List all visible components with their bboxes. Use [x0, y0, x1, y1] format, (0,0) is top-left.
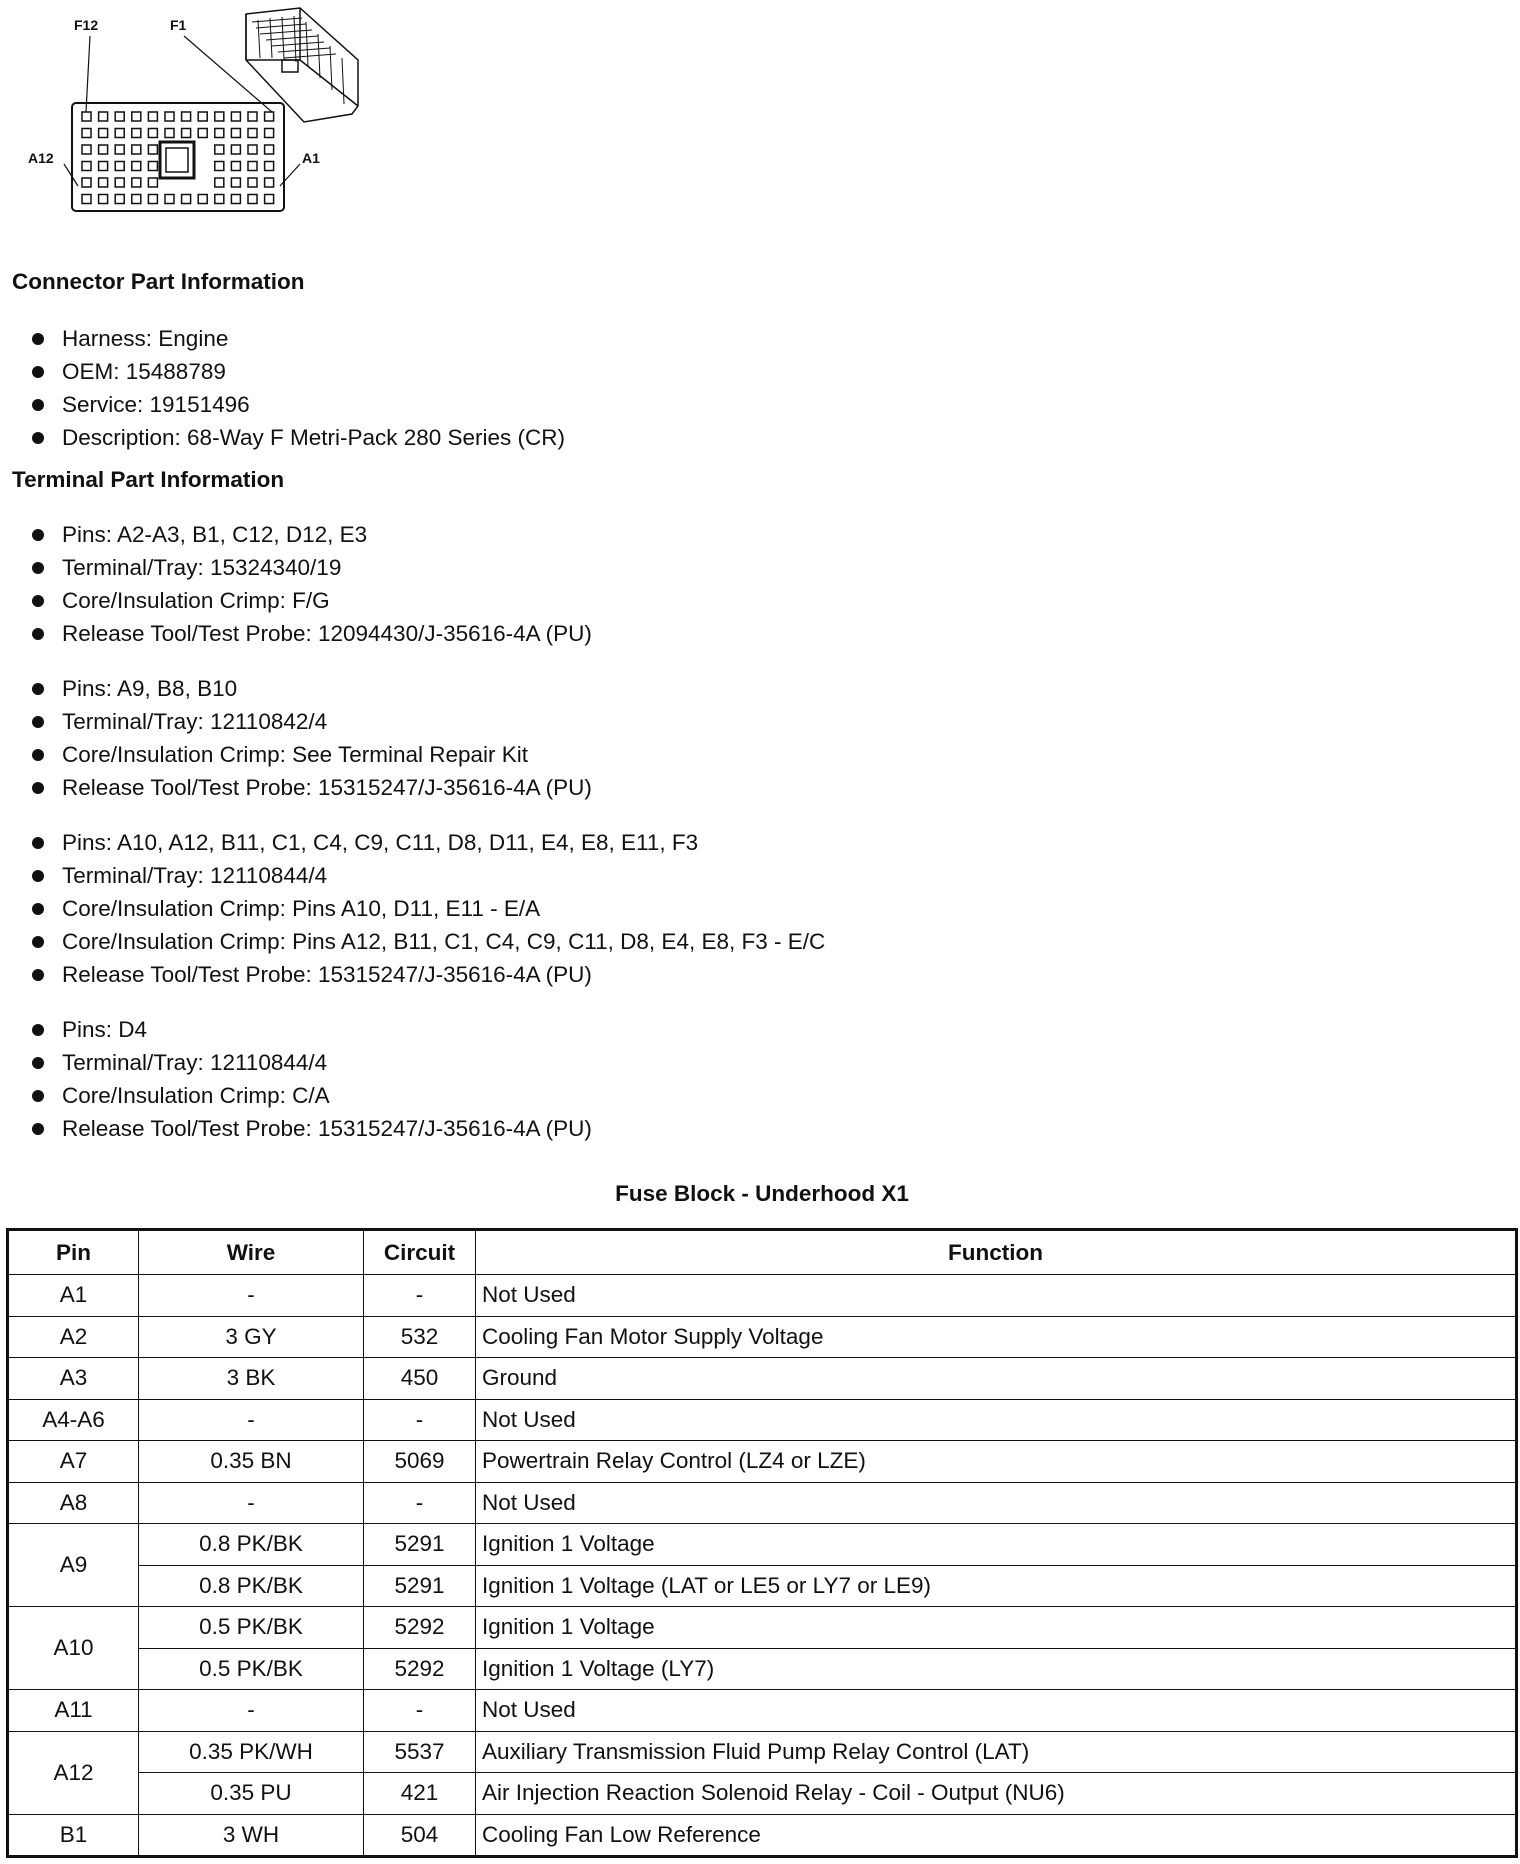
pin-cavity — [99, 162, 108, 171]
bullet-icon — [32, 366, 44, 378]
list-item — [30, 584, 592, 617]
cell-wire: - — [139, 1482, 364, 1524]
cell-function: Ignition 1 Voltage — [476, 1524, 1517, 1566]
list-item — [30, 355, 565, 388]
pin-cavity — [115, 195, 124, 204]
cell-function: Ignition 1 Voltage (LY7) — [476, 1648, 1517, 1690]
pin-cavity — [99, 129, 108, 138]
pin-cavity — [215, 145, 224, 154]
connector-pin-grid — [82, 112, 274, 204]
cell-function: Cooling Fan Low Reference — [476, 1814, 1517, 1857]
list-item — [30, 322, 565, 355]
pin-cavity — [132, 129, 141, 138]
cell-wire: 0.8 PK/BK — [139, 1565, 364, 1607]
list-item-text: Core/Insulation Crimp: Pins A12, B11, C1, C4, C9, C11, D8, E4, E8, F3 - E/C — [62, 929, 826, 954]
cell-circuit: 421 — [364, 1773, 476, 1815]
pin-cavity — [265, 145, 274, 154]
pin-cavity — [82, 145, 91, 154]
header-function: Function — [476, 1230, 1517, 1275]
pin-cavity — [215, 129, 224, 138]
bullet-icon — [32, 399, 44, 411]
cell-circuit: 5537 — [364, 1731, 476, 1773]
pin-cavity — [248, 195, 257, 204]
pin-cavity — [132, 195, 141, 204]
cell-wire: 0.35 PU — [139, 1773, 364, 1815]
cell-wire: 3 BK — [139, 1358, 364, 1400]
cell-function: Not Used — [476, 1275, 1517, 1317]
pinout-table — [6, 1228, 1518, 1858]
pin-cavity — [115, 178, 124, 187]
cell-wire: 0.8 PK/BK — [139, 1524, 364, 1566]
list-item-text: OEM: 15488789 — [62, 359, 226, 384]
list-item — [30, 551, 592, 584]
cell-function: Powertrain Relay Control (LZ4 or LZE) — [476, 1441, 1517, 1483]
terminal-group-2 — [30, 672, 592, 804]
cell-function: Not Used — [476, 1690, 1517, 1732]
pin-cavity — [248, 162, 257, 171]
cell-function: Auxiliary Transmission Fluid Pump Relay Control (LAT) — [476, 1731, 1517, 1773]
list-item-text: Pins: A10, A12, B11, C1, C4, C9, C11, D8, D11, E4, E8, E11, F3 — [62, 830, 699, 855]
list-item — [30, 1112, 592, 1145]
cell-wire: - — [139, 1399, 364, 1441]
list-item — [30, 1046, 592, 1079]
cell-circuit: 5291 — [364, 1524, 476, 1566]
pin-cavity — [215, 162, 224, 171]
pin-cavity — [265, 195, 274, 204]
pin-cavity — [148, 112, 157, 121]
pin-cavity — [231, 145, 240, 154]
pin-cavity — [265, 112, 274, 121]
table-row — [8, 1441, 1517, 1483]
table-row — [8, 1773, 1517, 1815]
bullet-icon — [32, 969, 44, 981]
pin-cavity — [115, 129, 124, 138]
cell-function: Ignition 1 Voltage — [476, 1607, 1517, 1649]
list-item — [30, 1013, 592, 1046]
list-item — [30, 771, 592, 804]
cell-wire: 0.5 PK/BK — [139, 1648, 364, 1690]
pin-cavity — [215, 178, 224, 187]
cell-wire: 0.35 PK/WH — [139, 1731, 364, 1773]
pin-cavity — [248, 178, 257, 187]
pin-cavity — [198, 112, 207, 121]
list-item-text: Terminal/Tray: 12110842/4 — [62, 709, 328, 734]
pin-cavity — [148, 162, 157, 171]
cell-pin: B1 — [8, 1814, 139, 1857]
pin-cavity — [265, 178, 274, 187]
list-item-text: Terminal/Tray: 12110844/4 — [62, 1050, 328, 1075]
cell-wire: - — [139, 1690, 364, 1732]
cell-pin: A4-A6 — [8, 1399, 139, 1441]
list-item — [30, 388, 565, 421]
table-row — [8, 1316, 1517, 1358]
list-item-text: Pins: A9, B8, B10 — [62, 676, 238, 701]
bullet-icon — [32, 782, 44, 794]
cell-function: Ignition 1 Voltage (LAT or LE5 or LY7 or LE9) — [476, 1565, 1517, 1607]
pin-cavity — [82, 112, 91, 121]
cell-circuit: - — [364, 1482, 476, 1524]
list-item-text: Pins: D4 — [62, 1017, 148, 1042]
cell-pin: A2 — [8, 1316, 139, 1358]
pin-cavity — [132, 145, 141, 154]
table-row — [8, 1275, 1517, 1317]
pin-cavity — [132, 178, 141, 187]
cell-function: Not Used — [476, 1482, 1517, 1524]
list-item-text: Service: 19151496 — [62, 392, 250, 417]
table-row — [8, 1358, 1517, 1400]
terminal-section-title: Terminal Part Information — [12, 467, 285, 492]
terminal-group-1 — [30, 518, 592, 650]
header-circuit: Circuit — [364, 1230, 476, 1275]
header-pin: Pin — [8, 1230, 139, 1275]
pin-cavity — [82, 195, 91, 204]
cell-function: Not Used — [476, 1399, 1517, 1441]
connector-diagram — [0, 0, 400, 225]
cell-pin: A3 — [8, 1358, 139, 1400]
pin-cavity — [265, 162, 274, 171]
table-row — [8, 1524, 1517, 1566]
cell-function: Cooling Fan Motor Supply Voltage — [476, 1316, 1517, 1358]
cell-pin: A8 — [8, 1482, 139, 1524]
pin-cavity — [165, 112, 174, 121]
pin-cavity — [265, 129, 274, 138]
bullet-icon — [32, 1123, 44, 1135]
bullet-icon — [32, 870, 44, 882]
pin-cavity — [248, 112, 257, 121]
cell-wire: 0.35 BN — [139, 1441, 364, 1483]
pin-cavity — [148, 145, 157, 154]
bullet-icon — [32, 1024, 44, 1036]
pin-cavity — [215, 112, 224, 121]
pin-cavity — [231, 162, 240, 171]
list-item-text: Description: 68-Way F Metri-Pack 280 Series (CR) — [62, 425, 566, 450]
list-item — [30, 738, 592, 771]
list-item-text: Terminal/Tray: 15324340/19 — [62, 555, 342, 580]
bullet-icon — [32, 903, 44, 915]
cell-circuit: 5292 — [364, 1648, 476, 1690]
cell-circuit: 450 — [364, 1358, 476, 1400]
list-item-text: Release Tool/Test Probe: 15315247/J-35616-4A (PU) — [62, 1116, 592, 1141]
list-item-text: Release Tool/Test Probe: 12094430/J-35616-4A (PU) — [62, 621, 592, 646]
list-item — [30, 705, 592, 738]
pin-cavity — [148, 178, 157, 187]
cell-pin: A12 — [8, 1731, 139, 1814]
list-item — [30, 892, 825, 925]
list-item — [30, 518, 592, 551]
list-item-text: Core/Insulation Crimp: Pins A10, D11, E11 - E/A — [62, 896, 541, 921]
list-item-text: Pins: A2-A3, B1, C12, D12, E3 — [62, 522, 368, 547]
bullet-icon — [32, 1057, 44, 1069]
pin-cavity — [115, 112, 124, 121]
table-row — [8, 1731, 1517, 1773]
pin-cavity — [182, 195, 191, 204]
cell-pin: A10 — [8, 1607, 139, 1690]
bullet-icon — [32, 936, 44, 948]
list-item — [30, 859, 825, 892]
table-row — [8, 1690, 1517, 1732]
list-item-text: Core/Insulation Crimp: F/G — [62, 588, 330, 613]
pin-cavity — [132, 112, 141, 121]
bullet-icon — [32, 716, 44, 728]
list-item-text: Terminal/Tray: 12110844/4 — [62, 863, 328, 888]
connector-3d-view — [246, 8, 358, 122]
cell-wire: 3 GY — [139, 1316, 364, 1358]
pin-cavity — [248, 129, 257, 138]
label-a12: A12 — [28, 150, 54, 166]
bullet-icon — [32, 837, 44, 849]
label-f12: F12 — [74, 17, 99, 33]
pin-cavity — [231, 112, 240, 121]
terminal-group-3 — [30, 826, 825, 991]
pin-cavity — [115, 162, 124, 171]
cell-wire: 3 WH — [139, 1814, 364, 1857]
pin-cavity — [82, 178, 91, 187]
table-row — [8, 1565, 1517, 1607]
pin-cavity — [82, 129, 91, 138]
bullet-icon — [32, 562, 44, 574]
cell-circuit: - — [364, 1399, 476, 1441]
pin-cavity — [99, 145, 108, 154]
table-row — [8, 1648, 1517, 1690]
bullet-icon — [32, 595, 44, 607]
cell-circuit: 504 — [364, 1814, 476, 1857]
bullet-icon — [32, 683, 44, 695]
cell-function: Ground — [476, 1358, 1517, 1400]
table-row — [8, 1482, 1517, 1524]
pin-cavity — [148, 195, 157, 204]
pin-cavity — [215, 195, 224, 204]
bullet-icon — [32, 529, 44, 541]
list-item — [30, 958, 825, 991]
bullet-icon — [32, 749, 44, 761]
list-item — [30, 421, 565, 454]
list-item — [30, 826, 825, 859]
list-item-text: Harness: Engine — [62, 326, 229, 351]
list-item — [30, 925, 825, 958]
list-item-text: Release Tool/Test Probe: 15315247/J-35616-4A (PU) — [62, 962, 592, 987]
pin-cavity — [198, 195, 207, 204]
cell-circuit: 5069 — [364, 1441, 476, 1483]
pin-cavity — [115, 145, 124, 154]
cell-pin: A9 — [8, 1524, 139, 1607]
pin-cavity — [148, 129, 157, 138]
bullet-icon — [32, 1090, 44, 1102]
header-wire: Wire — [139, 1230, 364, 1275]
cell-function: Air Injection Reaction Solenoid Relay - Coil - Output (NU6) — [476, 1773, 1517, 1815]
cell-pin: A11 — [8, 1690, 139, 1732]
pin-cavity — [248, 145, 257, 154]
cell-circuit: 5292 — [364, 1607, 476, 1649]
bullet-icon — [32, 333, 44, 345]
cell-circuit: - — [364, 1690, 476, 1732]
pin-cavity — [82, 162, 91, 171]
cell-circuit: - — [364, 1275, 476, 1317]
pin-cavity — [99, 178, 108, 187]
cell-circuit: 5291 — [364, 1565, 476, 1607]
label-a1: A1 — [302, 150, 320, 166]
list-item — [30, 617, 592, 650]
cell-wire: 0.5 PK/BK — [139, 1607, 364, 1649]
pin-cavity — [198, 129, 207, 138]
connector-info-list — [30, 322, 565, 454]
list-item-text: Release Tool/Test Probe: 15315247/J-35616-4A (PU) — [62, 775, 592, 800]
pin-cavity — [165, 195, 174, 204]
pin-cavity — [99, 195, 108, 204]
pin-cavity — [231, 195, 240, 204]
table-header-row — [8, 1230, 1517, 1275]
cell-pin: A1 — [8, 1275, 139, 1317]
list-item-text: Core/Insulation Crimp: See Terminal Repair Kit — [62, 742, 529, 767]
list-item — [30, 672, 592, 705]
table-title: Fuse Block - Underhood X1 — [615, 1181, 909, 1206]
cell-pin: A7 — [8, 1441, 139, 1483]
bullet-icon — [32, 628, 44, 640]
cell-circuit: 532 — [364, 1316, 476, 1358]
pin-cavity — [231, 129, 240, 138]
list-item — [30, 1079, 592, 1112]
pin-cavity — [182, 112, 191, 121]
list-item-text: Core/Insulation Crimp: C/A — [62, 1083, 330, 1108]
label-f1: F1 — [170, 17, 187, 33]
cell-wire: - — [139, 1275, 364, 1317]
pin-cavity — [182, 129, 191, 138]
pin-cavity — [231, 178, 240, 187]
bullet-icon — [32, 432, 44, 444]
pin-cavity — [165, 129, 174, 138]
connector-section-title: Connector Part Information — [12, 269, 305, 294]
pin-cavity — [132, 162, 141, 171]
table-row — [8, 1607, 1517, 1649]
pin-cavity — [99, 112, 108, 121]
table-row — [8, 1814, 1517, 1857]
table-row — [8, 1399, 1517, 1441]
terminal-group-4 — [30, 1013, 592, 1145]
